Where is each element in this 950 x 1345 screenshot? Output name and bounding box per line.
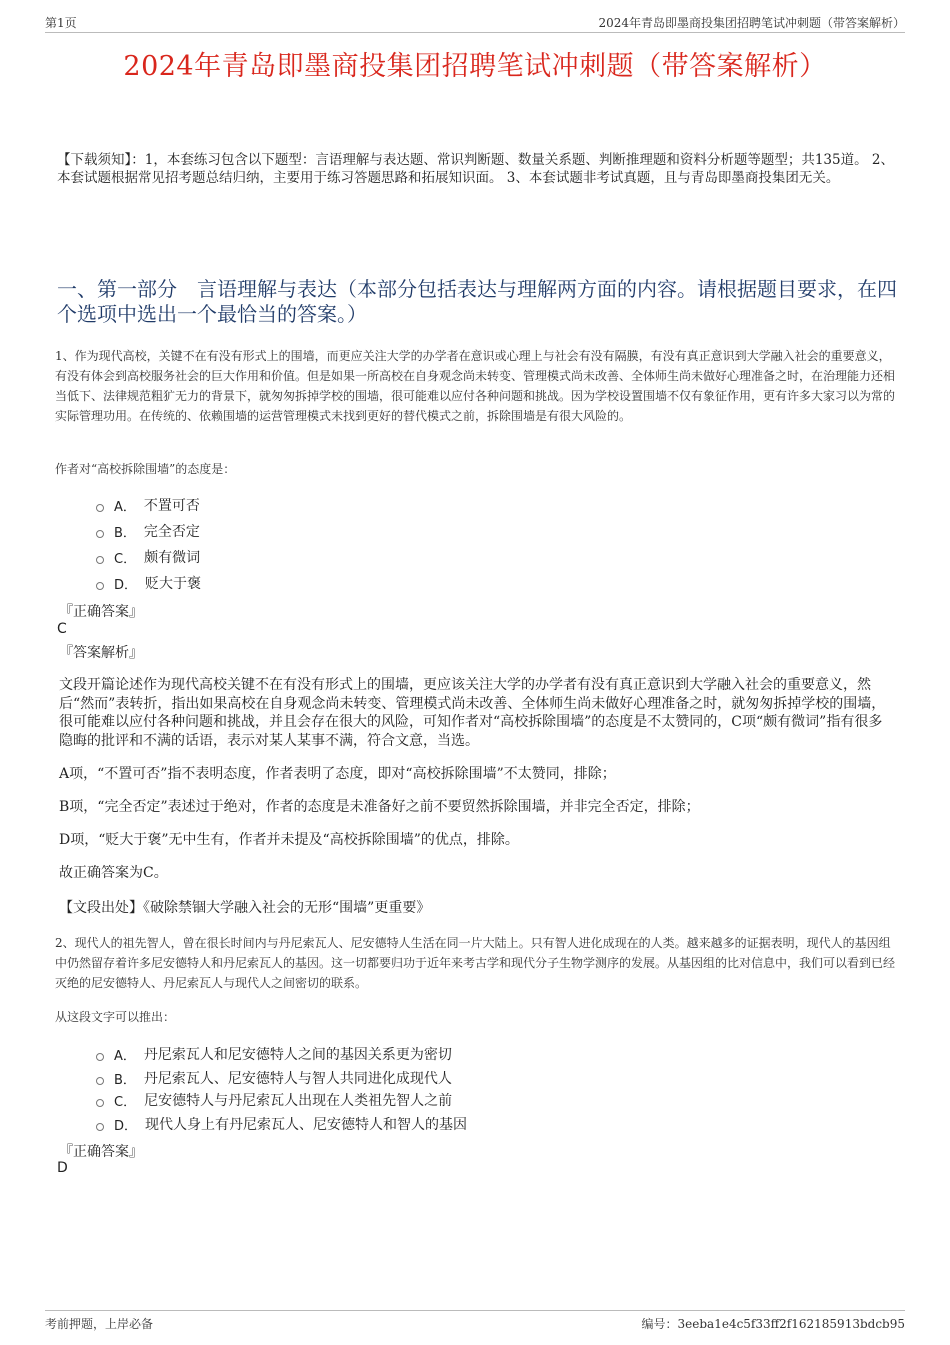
option-a[interactable]: A． 丹尼索瓦人和尼安德特人之间的基因关系更为密切 xyxy=(96,1041,856,1067)
radio-icon[interactable] xyxy=(96,556,104,564)
question-1-text: 1、作为现代高校，关键不在有没有形式上的围墙，而更应关注大学的办学者在意识或心理上与社会有没有隔膜，有没有真正意识到大学融入社会的重要意义，有没有体会到高校服务社会的巨大作用和价值。但是如果一所高校在自身观念尚未转变、管理模式尚未改善、全体师生尚未做好心理准备之时，在治理能力还相当低下、法律规范粗犷无力的背景下，就匆匆拆掉学校的围墙，很可能难以应付各种问题和挑战。因为学校设置围墙不仅有象征作用，更有许多大家习以为常的实际管理功用。在传统的、依赖围墙的运营管理模式未找到更好的替代模式之前，拆除围墙是有很大风险的。 xyxy=(55,349,896,423)
radio-icon[interactable] xyxy=(96,530,104,538)
analysis-source: 【文段出处】《破除禁锢大学融入社会的无形“围墙”更重要》 xyxy=(59,900,431,916)
radio-icon[interactable] xyxy=(96,582,104,590)
option-c[interactable]: C． 尼安德特人与丹尼索瓦人出现在人类祖先智人之前 xyxy=(96,1089,856,1111)
download-notice: 【下载须知】：1，本套练习包含以下题型：言语理解与表达题、常识判断题、数量关系题、判断推理题和资料分析题等题型；共135道。 2、本套试题根据常见招考题总结归纳，主要用于练习答题思路和拓展知识面。 3、本套试题非考试真题，且与青岛即墨商投集团无关。 xyxy=(57,152,894,186)
option-b[interactable]: B． 丹尼索瓦人、尼安德特人与智人共同进化成现代人 xyxy=(96,1067,856,1089)
option-a[interactable]: A． 不置可否 xyxy=(96,492,856,518)
question-2-text: 2、现代人的祖先智人，曾在很长时间内与丹尼索瓦人、尼安德特人生活在同一片大陆上。只有智人进化成现在的人类。越来越多的证据表明，现代人的基因组中仍然留存着许多尼安德特人和丹尼索瓦人的基因。这一切都要归功于近年来考古学和现代分子生物学测序的发展。从基因组的比对信息中，我们可以看到已经灭绝的尼安德特人、丹尼索瓦人与现代人之间密切的联系。 xyxy=(55,936,896,990)
option-d[interactable]: D． 贬大于褒 xyxy=(96,570,856,596)
option-c[interactable]: C． 颇有微词 xyxy=(96,544,856,570)
question-1-prompt: 作者对“高校拆除围墙”的态度是： xyxy=(55,462,236,476)
question-2-options xyxy=(96,1041,856,1137)
page-title: 2024年青岛即墨商投集团招聘笔试冲刺题（带答案解析） xyxy=(123,51,827,82)
header-doc-title: 2024年青岛即墨商投集团招聘笔试冲刺题（带答案解析） xyxy=(598,16,905,30)
radio-icon[interactable] xyxy=(96,1123,104,1131)
footer-id: 编号：3eeba1e4c5f33ff2f162185913bdcb95 xyxy=(641,1317,905,1331)
correct-answer: C xyxy=(57,621,67,637)
option-b[interactable]: B． 完全否定 xyxy=(96,518,856,544)
radio-icon[interactable] xyxy=(96,1053,104,1061)
analysis-conclusion: 故正确答案为C。 xyxy=(59,865,168,881)
page-number: 第1页 xyxy=(45,16,77,30)
radio-icon[interactable] xyxy=(96,1099,104,1107)
radio-icon[interactable] xyxy=(96,1077,104,1085)
section-title: 一、第一部分 言语理解与表达（本部分包括表达与理解两方面的内容。请根据题目要求，在四个选项中选出一个最恰当的答案。） xyxy=(57,277,897,326)
answer-label: 『正确答案』 xyxy=(59,1144,143,1160)
analysis-label: 『答案解析』 xyxy=(59,645,143,661)
footer-slogan: 考前押题，上岸必备 xyxy=(45,1317,154,1331)
page-header xyxy=(45,14,905,33)
answer-label: 『正确答案』 xyxy=(59,604,143,620)
analysis-paragraph: 文段开篇论述作为现代高校关键不在有没有形式上的围墙，更应该关注大学的办学者有没有真正意识到大学融入社会的重要意义，然后“然而”表转折，指出如果高校在自身观念尚未转变、管理模式尚未改善、全体师生尚未做好心理准备之时，就匆匆拆掉学校的围墙，很可能难以应付各种问题和挑战，并且会存在很大的风险，可知作者对“高校拆除围墙”的态度是不太赞同的，C项“颇有微词”指有很多隐晦的批评和不满的话语，表示对某人某事不满，符合文意，当选。 xyxy=(59,677,886,749)
page-footer xyxy=(45,1310,905,1331)
analysis-option-a: A项，“不置可否”指不表明态度，作者表明了态度，即对“高校拆除围墙”不太赞同，排除； xyxy=(59,766,616,782)
question-1-options xyxy=(96,492,856,596)
radio-icon[interactable] xyxy=(96,504,104,512)
analysis-option-b: B项，“完全否定”表述过于绝对，作者的态度是未准备好之前不要贸然拆除围墙，并非完全否定，排除； xyxy=(59,799,700,815)
correct-answer: D xyxy=(57,1160,68,1176)
question-2-prompt: 从这段文字可以推出： xyxy=(55,1010,176,1024)
option-d[interactable]: D． 现代人身上有丹尼索瓦人、尼安德特人和智人的基因 xyxy=(96,1111,856,1137)
analysis-option-d: D项，“贬大于褒”无中生有，作者并未提及“高校拆除围墙”的优点，排除。 xyxy=(59,832,519,848)
